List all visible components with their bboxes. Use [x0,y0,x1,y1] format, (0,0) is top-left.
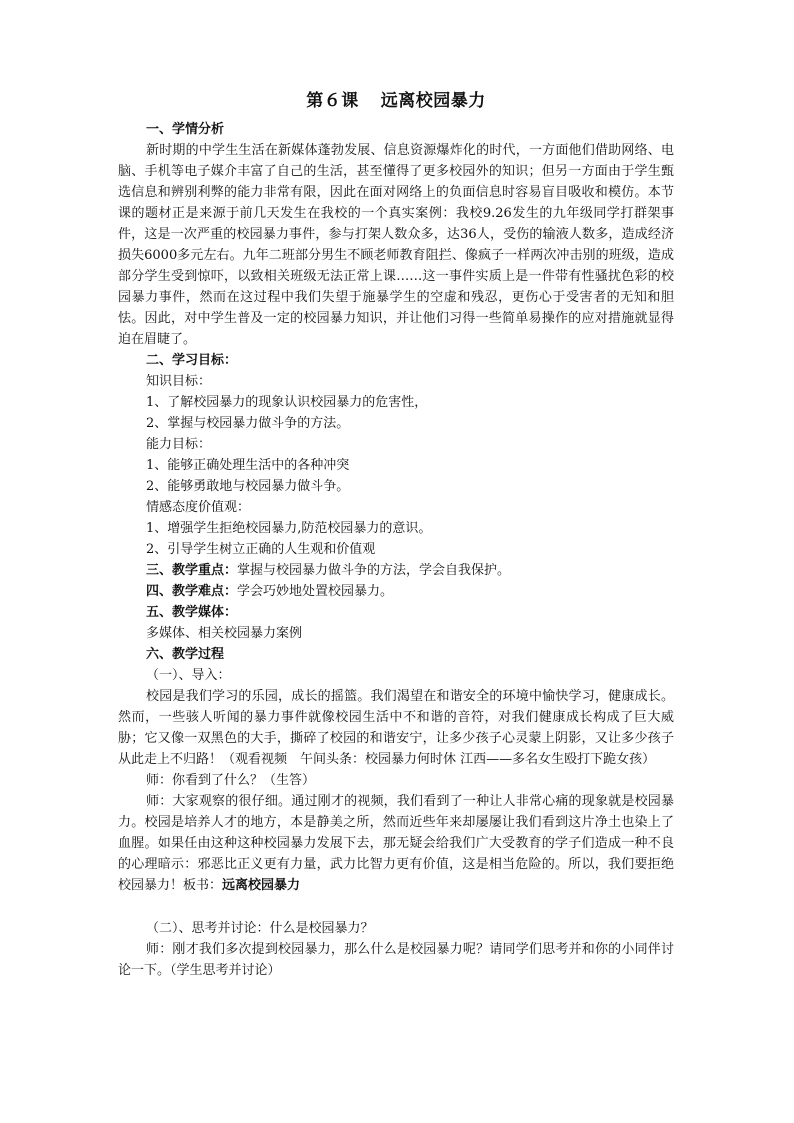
teaching-focus-text: 掌握与校园暴力做斗争的方法，学会自我保护。 [237,563,511,578]
teacher-explanation [118,791,674,896]
teaching-focus [146,560,674,581]
teaching-difficulty [146,581,674,602]
ability-objective-1: 1、能够正确处理生活中的各种冲突 [146,458,350,473]
knowledge-objectives-label: 知识目标： [146,374,212,389]
media-text: 多媒体、相关校园暴力案例 [146,626,303,641]
emotion-objective-2: 2、引导学生树立正确的人生观和价值观 [146,542,376,557]
blackboard-text: 远离校园暴力 [222,878,301,893]
section-heading-objectives: 二、学习目标： [146,353,238,368]
lesson-title [118,86,674,111]
teacher-question: 师：你看到了什么？（生答） [146,773,316,788]
section-heading-process: 六、教学过程 [146,647,225,662]
teacher-explanation-text: 师：大家观察的很仔细。通过刚才的视频，我们看到了一种让人非常心痛的现象就是校园暴力。校园是培养人才的地方，本是静美之所，然而近些年来却屡屡让我们看到这片净土也染上了血腥。如果任由这种这种校园暴力发展下去，那无疑会给我们广大受教育的学子们造成一种不良的心理暗示：邪恶比正义更有力量，武力比智力更有价值，这是相当危险的。所以，我们要拒绝校园暴力！板书： [118,794,674,893]
discussion-paragraph: 师：刚才我们多次提到校园暴力，那么什么是校园暴力呢？请同学们思考并和你的小同伴讨论一下。（学生思考并讨论） [118,942,674,978]
knowledge-objective-2: 2、掌握与校园暴力做斗争的方法。 [146,416,350,431]
teaching-focus-label: 三、教学重点： [146,563,238,578]
emotion-objective-1: 1、增强学生拒绝校园暴力,防范校园暴力的意识。 [146,521,432,536]
document-page [118,80,674,981]
teaching-difficulty-label: 四、教学难点： [146,584,238,599]
emotion-objectives-label: 情感态度价值观： [146,500,251,515]
teaching-difficulty-text: 学会巧妙地处置校园暴力。 [237,584,394,599]
paragraph-gap [118,896,674,918]
ability-objective-2: 2、能够勇敢地与校园暴力做斗争。 [146,479,350,494]
process-part-2-heading: （二）、思考并讨论：什么是校园暴力？ [146,921,374,936]
knowledge-objective-1: 1、了解校园暴力的现象认识校园暴力的危害性， [146,395,428,410]
intro-paragraph: 校园是我们学习的乐园，成长的摇篮。我们渴望在和谐安全的环境中愉快学习，健康成长。然而，一些骇人听闻的暴力事件就像校园生活中不和谐的音符，对我们健康成长构成了巨大威胁；它又像一双黑色的大手，撕碎了校园的和谐安宁，让多少孩子心灵蒙上阴影，又让多少孩子从此走上不归路！（观看视频 午间头条：校园暴力何时休 江西——多名女生殴打下跪女孩） [118,689,674,767]
analysis-paragraph: 新时期的中学生生活在新媒体蓬勃发展、信息资源爆炸化的时代，一方面他们借助网络、电脑、手机等电子媒介丰富了自己的生活，甚至懂得了更多校园外的知识；但另一方面由于学生甄选信息和辨别利弊的能力非常有限，因此在面对网络上的负面信息时容易盲目吸收和模仿。本节课的题材正是来源于前几天发生在我校的一个真实案例：我校9.26发生的九年级同学打群架事件，这是一次严重的校园暴力事件，参与打架人数众多，达36人，受伤的输液人数多，造成经济损失6000多元左右。九年二班部分男生不顾老师教育阻拦、像疯子一样两次冲击别的班级，造成部分学生受到惊吓，以致相关班级无法正常上课……这一事件实质上是一件带有性骚扰色彩的校园暴力事件，然而在这过程中我们失望于施暴学生的空虚和残忍，更伤心于受害者的无知和胆怯。因此，对中学生普及一定的校园暴力知识，并让他们习得一些简单易操作的应对措施就显得迫在眉睫了。 [118,143,674,347]
ability-objectives-label: 能力目标： [146,437,212,452]
section-heading-analysis: 一、学情分析 [146,122,225,137]
lesson-number: 第６课 [306,91,359,111]
lesson-name: 远离校园暴力 [380,91,486,111]
process-part-1-heading: （一）、导入： [146,668,231,683]
section-heading-media: 五、教学媒体： [146,605,238,620]
